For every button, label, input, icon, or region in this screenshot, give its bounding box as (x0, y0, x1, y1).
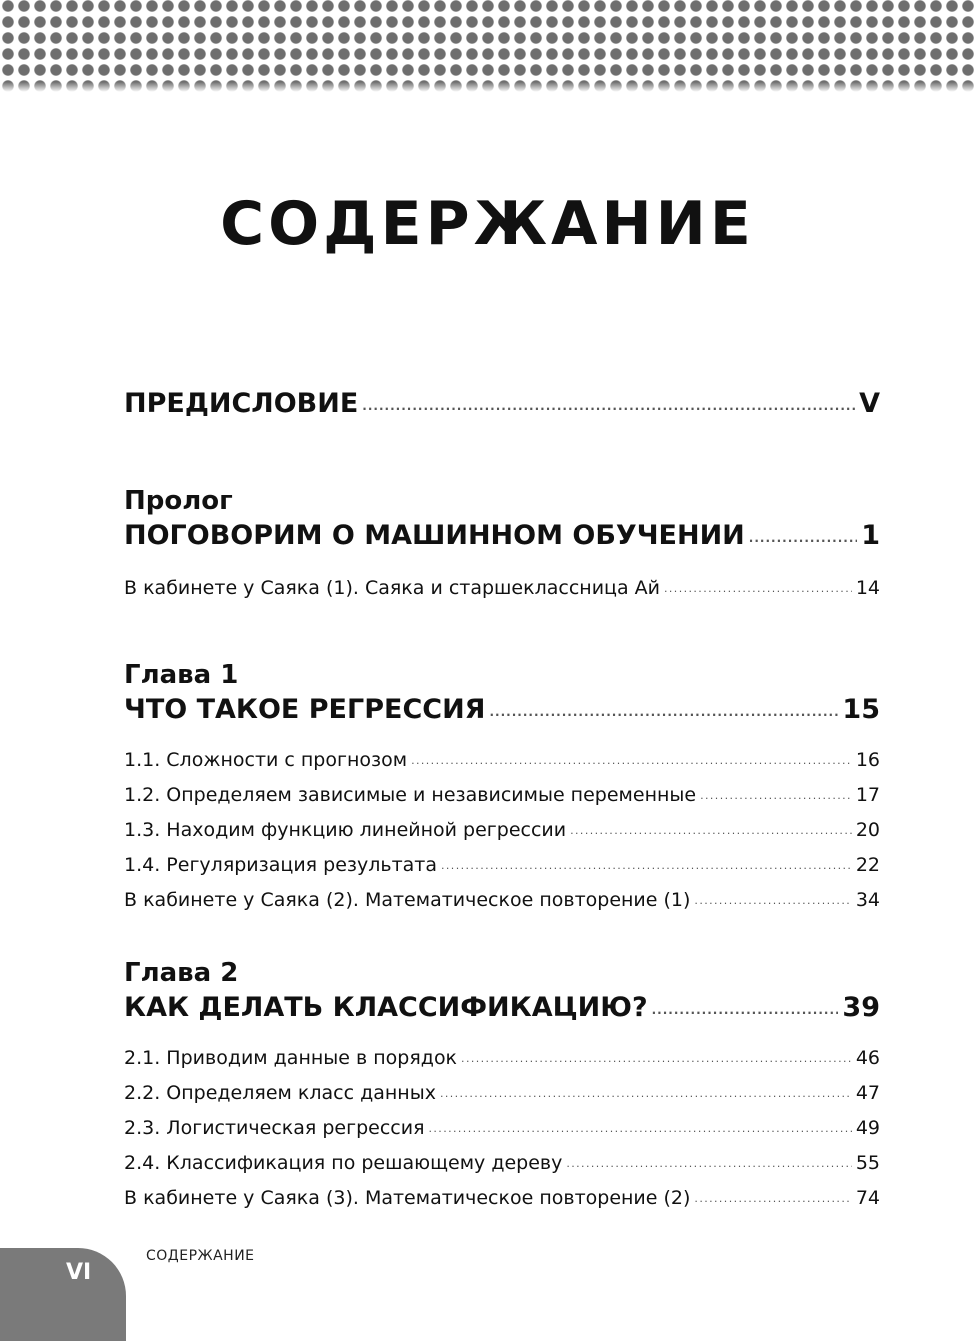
toc-entry-page: 47 (855, 1082, 880, 1104)
dot-leader (429, 1113, 852, 1145)
toc-entry-page: 46 (855, 1047, 880, 1069)
toc-entry[interactable] (124, 744, 880, 779)
toc-section-chapter-1 (124, 658, 880, 919)
toc-entry[interactable] (124, 1182, 880, 1217)
dot-leader (362, 388, 855, 424)
dot-leader (749, 520, 857, 556)
toc-entry-page: 49 (855, 1117, 880, 1139)
toc-entry[interactable] (124, 1077, 880, 1112)
toc-entry[interactable] (124, 814, 880, 849)
dot-leader (461, 1043, 852, 1075)
toc-entry-label: 1.1. Сложности с прогнозом (124, 749, 408, 771)
toc-entry-page: 17 (855, 784, 880, 806)
toc-entry-chapter[interactable] (124, 692, 880, 732)
toc-entry-page: 74 (855, 1187, 880, 1209)
toc-entry[interactable] (124, 572, 880, 607)
dot-leader (694, 885, 851, 917)
toc-entry[interactable] (124, 1147, 880, 1182)
toc-entry-page: 16 (855, 749, 880, 771)
toc-entry-label: 2.4. Классификация по решающему дереву (124, 1152, 563, 1174)
dot-leader (570, 815, 852, 847)
toc-entry-label: ПОГОВОРИМ О МАШИННОМ ОБУЧЕНИИ (124, 520, 745, 551)
dot-leader (441, 850, 852, 882)
toc-entry-page: 55 (855, 1152, 880, 1174)
page-number: VI (66, 1260, 92, 1285)
toc-entry-page: 34 (855, 889, 880, 911)
toc-entry-preface[interactable] (124, 386, 880, 426)
toc-entry-page: 22 (855, 854, 880, 876)
toc-entry[interactable] (124, 884, 880, 919)
page-title: СОДЕРЖАНИЕ (220, 189, 755, 259)
toc-entry-page: 14 (855, 577, 880, 599)
toc-entry-label: 1.2. Определяем зависимые и независимые переменные (124, 784, 697, 806)
dot-leader (664, 573, 852, 605)
toc-entry-page: 15 (842, 694, 880, 725)
section-kicker: Глава 2 (124, 958, 239, 988)
toc-entry-label: КАК ДЕЛАТЬ КЛАССИФИКАЦИЮ? (124, 992, 648, 1023)
toc-entry-label: В кабинете у Саяка (1). Саяка и старшеклассница Ай (124, 577, 661, 599)
toc-entry-label: 2.3. Логистическая регрессия (124, 1117, 425, 1139)
toc-entry[interactable] (124, 1042, 880, 1077)
dot-leader (489, 694, 838, 730)
section-kicker: Глава 1 (124, 660, 239, 690)
dot-leader (700, 780, 852, 812)
toc-section-chapter-2 (124, 956, 880, 1217)
toc-entry-label: 1.4. Регуляризация результата (124, 854, 438, 876)
halftone-dot-band (0, 0, 975, 92)
toc-entry-page: V (859, 388, 880, 419)
running-head: СОДЕРЖАНИЕ (146, 1248, 255, 1264)
toc-entry-chapter[interactable] (124, 990, 880, 1030)
toc-entry[interactable] (124, 1112, 880, 1147)
toc-preface (124, 386, 880, 426)
dot-leader (440, 1078, 852, 1110)
toc-entry-chapter[interactable] (124, 518, 880, 558)
dot-leader (694, 1183, 851, 1215)
toc-entry-label: 2.1. Приводим данные в порядок (124, 1047, 458, 1069)
dot-leader (411, 745, 852, 777)
toc-section-prologue (124, 484, 880, 607)
toc-entry-label: В кабинете у Саяка (3). Математическое повторение (2) (124, 1187, 691, 1209)
toc-entry[interactable] (124, 849, 880, 884)
toc-entry-page: 20 (855, 819, 880, 841)
section-kicker: Пролог (124, 486, 233, 516)
toc-entry[interactable] (124, 779, 880, 814)
toc-entry-label: ЧТО ТАКОЕ РЕГРЕССИЯ (124, 694, 486, 725)
toc-entry-page: 1 (861, 520, 880, 551)
page-number-tab (0, 1248, 126, 1341)
dot-leader (566, 1148, 851, 1180)
toc-entry-label: ПРЕДИСЛОВИЕ (124, 388, 359, 419)
toc-entry-label: 1.3. Находим функцию линейной регрессии (124, 819, 567, 841)
toc-entry-label: 2.2. Определяем класс данных (124, 1082, 436, 1104)
toc-entry-label: В кабинете у Саяка (2). Математическое повторение (1) (124, 889, 691, 911)
toc-entry-page: 39 (842, 992, 880, 1023)
dot-leader (652, 992, 839, 1028)
